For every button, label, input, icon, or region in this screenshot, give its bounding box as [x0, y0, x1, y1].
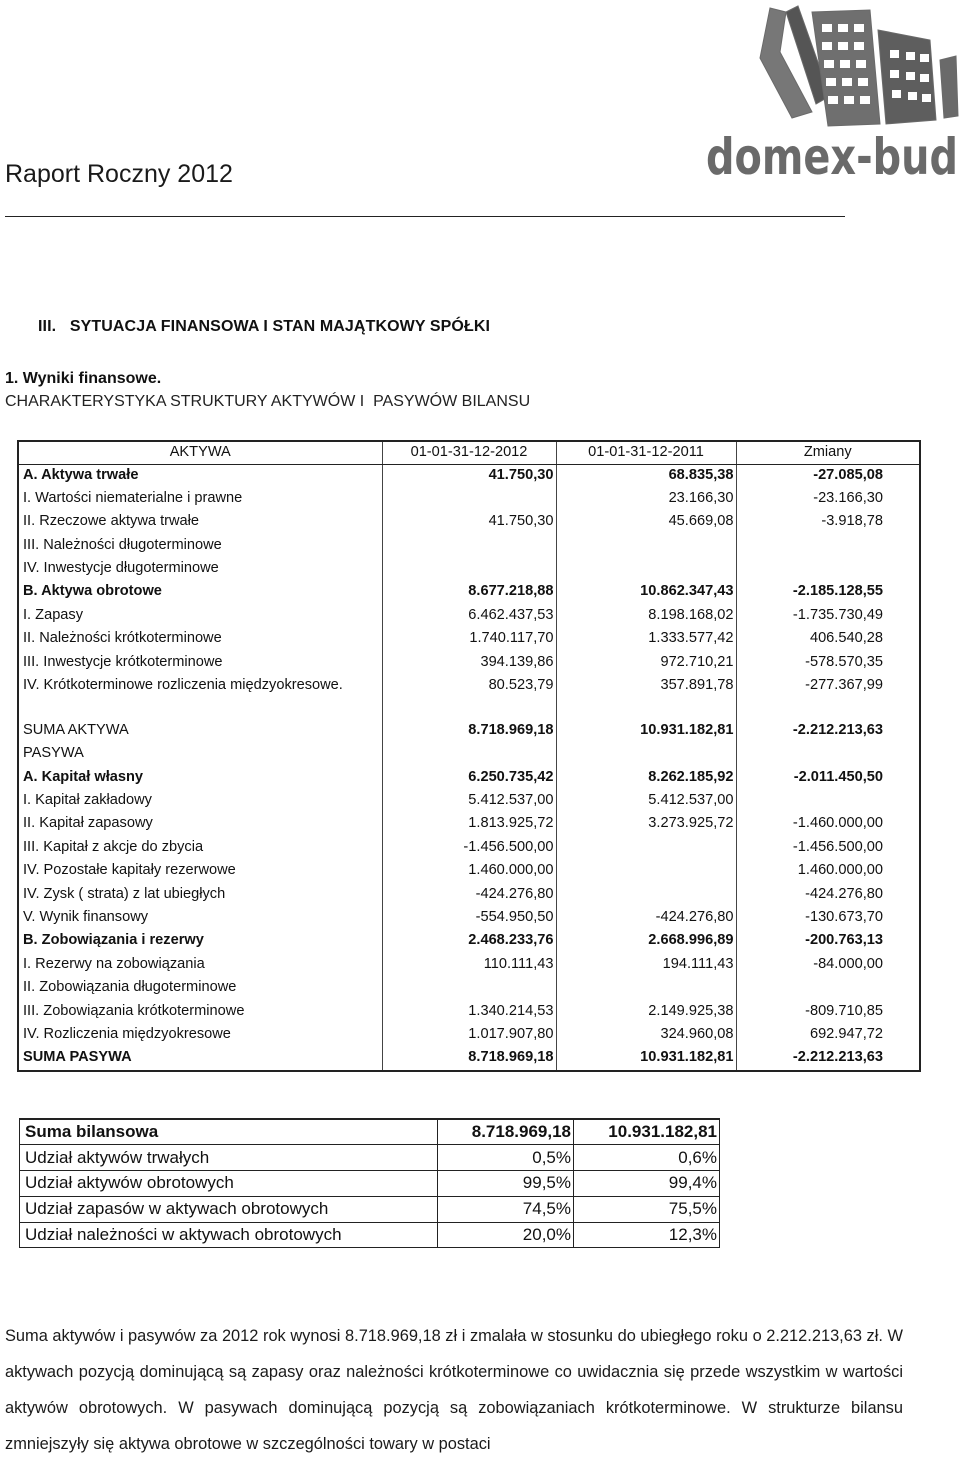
- value-2012: 41.750,30: [382, 464, 556, 487]
- column-header-zmiany: Zmiany: [736, 441, 920, 464]
- summary-label: Udział należności w aktywach obrotowych: [20, 1222, 438, 1248]
- value-2012: 1.740.117,70: [382, 628, 556, 651]
- report-title: Raport Roczny 2012: [5, 160, 233, 188]
- table-row: [18, 1024, 920, 1047]
- table-row: [18, 767, 920, 790]
- value-2011: 10.931.182,81: [556, 720, 736, 743]
- value-change: -809.710,85: [805, 1002, 883, 1019]
- table-row: [18, 535, 920, 558]
- value-change: [736, 977, 920, 1000]
- value-2011: 3.273.925,72: [556, 813, 736, 836]
- value-2012: 1.813.925,72: [382, 813, 556, 836]
- value-2012: 1.340.214,53: [382, 1001, 556, 1024]
- value-2012: 8.718.969,18: [382, 1047, 556, 1070]
- value-change: -84.000,00: [813, 955, 883, 972]
- value-change: 1.460.000,00: [797, 862, 883, 879]
- balance-sheet-table: [17, 440, 921, 1072]
- summary-value-2011: 0,6%: [574, 1145, 720, 1171]
- row-label: A. Kapitał własny: [18, 767, 382, 790]
- value-2012: 41.750,30: [382, 511, 556, 534]
- value-2011: [556, 558, 736, 581]
- value-2011: [556, 884, 736, 907]
- value-2012: [382, 535, 556, 558]
- row-label: SUMA AKTYWA: [18, 720, 382, 743]
- value-change: -2.212.213,63: [792, 1049, 883, 1066]
- table-row: [18, 1001, 920, 1024]
- value-2012: [382, 558, 556, 581]
- value-2011: 2.668.996,89: [556, 930, 736, 953]
- row-label: A. Aktywa trwałe: [18, 464, 382, 487]
- value-change: -1.456.500,00: [792, 838, 883, 855]
- row-label: III. Zobowiązania krótkoterminowe: [18, 1001, 382, 1024]
- column-header-aktywa: AKTYWA: [18, 441, 382, 464]
- row-label: II. Kapitał zapasowy: [18, 813, 382, 836]
- title-divider: [5, 216, 845, 217]
- value-change: 692.947,72: [809, 1025, 883, 1042]
- summary-table: [19, 1118, 720, 1248]
- row-label: IV. Krótkoterminowe rozliczenia międzyokresowe.: [18, 675, 382, 720]
- value-2012: 394.139,86: [382, 652, 556, 675]
- summary-row: [20, 1196, 720, 1222]
- subheading-balance-structure: CHARAKTERYSTYKA STRUKTURY AKTYWÓW I PASYWÓW BILANSU: [5, 393, 531, 410]
- value-2012: [382, 977, 556, 1000]
- value-2011: 2.149.925,38: [556, 1001, 736, 1024]
- column-header-2011: 01-01-31-12-2011: [556, 441, 736, 464]
- logo-text: domex-bud: [706, 128, 958, 180]
- row-label: III. Kapitał z akcje do zbycia: [18, 837, 382, 860]
- value-2011: 10.862.347,43: [556, 581, 736, 604]
- value-2011: -424.276,80: [556, 907, 736, 930]
- row-label: V. Wynik finansowy: [18, 907, 382, 930]
- table-row: [18, 954, 920, 977]
- summary-value-2011: 10.931.182,81: [574, 1119, 720, 1145]
- value-2011: 8.262.185,92: [556, 767, 736, 790]
- value-2011: [556, 535, 736, 558]
- table-row: [18, 907, 920, 930]
- table-row: [18, 884, 920, 907]
- row-label: IV. Pozostałe kapitały rezerwowe: [18, 860, 382, 883]
- value-2011: [556, 860, 736, 883]
- value-change: -130.673,70: [805, 909, 883, 926]
- summary-value-2011: 99,4%: [574, 1171, 720, 1197]
- value-change: [736, 535, 920, 558]
- value-change: -424.276,80: [805, 885, 883, 902]
- value-change: -1.735.730,49: [792, 606, 883, 623]
- value-2012: -1.456.500,00: [382, 837, 556, 860]
- value-2012: 8.677.218,88: [382, 581, 556, 604]
- value-2011: [556, 977, 736, 1000]
- table-row: [18, 860, 920, 883]
- value-change: -2.185.128,55: [792, 583, 883, 600]
- value-change: -23.166,30: [813, 489, 883, 506]
- row-label: I. Kapitał zakładowy: [18, 790, 382, 813]
- row-label: IV. Zysk ( strata) z lat ubiegłych: [18, 884, 382, 907]
- row-label: III. Należności długoterminowe: [18, 535, 382, 558]
- value-2012: [382, 743, 556, 766]
- table-row: [18, 488, 920, 511]
- value-2012: 1.017.907,80: [382, 1024, 556, 1047]
- table-row: [18, 837, 920, 860]
- value-2011: 45.669,08: [556, 511, 736, 534]
- row-label: III. Inwestycje krótkoterminowe: [18, 652, 382, 675]
- value-change: -3.918,78: [821, 513, 883, 530]
- table-row: [18, 605, 920, 628]
- row-label: B. Zobowiązania i rezerwy: [18, 930, 382, 953]
- row-label: II. Rzeczowe aktywa trwałe: [18, 511, 382, 534]
- value-change: -27.085,08: [813, 466, 883, 483]
- row-label: B. Aktywa obrotowe: [18, 581, 382, 604]
- table-row: [18, 628, 920, 651]
- table-row: [18, 581, 920, 604]
- table-row: [18, 930, 920, 953]
- value-2012: 6.462.437,53: [382, 605, 556, 628]
- value-2011: 8.198.168,02: [556, 605, 736, 628]
- row-label: II. Zobowiązania długoterminowe: [18, 977, 382, 1000]
- value-2011: 194.111,43: [556, 954, 736, 977]
- value-2012: 110.111,43: [382, 954, 556, 977]
- summary-value-2012: 74,5%: [438, 1196, 574, 1222]
- table-row: [18, 652, 920, 675]
- value-2011: [556, 837, 736, 860]
- summary-row: [20, 1222, 720, 1248]
- value-2012: 8.718.969,18: [382, 720, 556, 743]
- subheading-financial-results: 1. Wyniki finansowe.: [5, 370, 162, 387]
- row-label: IV. Inwestycje długoterminowe: [18, 558, 382, 581]
- row-label: I. Wartości niematerialne i prawne: [18, 488, 382, 511]
- value-change: [736, 558, 920, 581]
- value-2012: 80.523,79: [382, 675, 556, 720]
- table-row: [18, 511, 920, 534]
- table-row: [18, 720, 920, 743]
- table-row: [18, 1047, 920, 1070]
- table-row: [18, 743, 920, 766]
- summary-row: [20, 1119, 720, 1145]
- value-2012: -554.950,50: [382, 907, 556, 930]
- company-logo: [700, 0, 960, 180]
- table-row: [18, 813, 920, 836]
- value-2011: 357.891,78: [556, 675, 736, 720]
- row-label: II. Należności krótkoterminowe: [18, 628, 382, 651]
- value-2011: 10.931.182,81: [556, 1047, 736, 1070]
- section-heading: III. SYTUACJA FINANSOWA I STAN MAJĄTKOWY SPÓŁKI: [38, 318, 491, 335]
- value-2011: 972.710,21: [556, 652, 736, 675]
- value-change: -200.763,13: [805, 932, 883, 949]
- summary-value-2012: 0,5%: [438, 1145, 574, 1171]
- table-row: [18, 790, 920, 813]
- value-change: [736, 743, 920, 766]
- value-change: -578.570,35: [805, 653, 883, 670]
- table-header-row: [18, 441, 920, 464]
- row-label: SUMA PASYWA: [18, 1047, 382, 1070]
- value-2012: -424.276,80: [382, 884, 556, 907]
- value-change: -2.011.450,50: [793, 768, 883, 785]
- summary-row: [20, 1171, 720, 1197]
- summary-value-2012: 8.718.969,18: [438, 1119, 574, 1145]
- value-2012: [382, 488, 556, 511]
- row-label: IV. Rozliczenia międzyokresowe: [18, 1024, 382, 1047]
- value-2011: 324.960,08: [556, 1024, 736, 1047]
- summary-label: Udział aktywów trwałych: [20, 1145, 438, 1171]
- summary-label: Udział aktywów obrotowych: [20, 1171, 438, 1197]
- table-row: [18, 464, 920, 487]
- value-2011: 23.166,30: [556, 488, 736, 511]
- table-row: [18, 675, 920, 720]
- value-2011: 5.412.537,00: [556, 790, 736, 813]
- value-change: -1.460.000,00: [792, 815, 883, 832]
- value-change: -277.367,99: [805, 676, 883, 693]
- table-row: [18, 558, 920, 581]
- summary-row: [20, 1145, 720, 1171]
- value-2012: 5.412.537,00: [382, 790, 556, 813]
- value-change: 406.540,28: [809, 630, 883, 647]
- table-row: [18, 977, 920, 1000]
- summary-value-2011: 75,5%: [574, 1196, 720, 1222]
- summary-label: Udział zapasów w aktywach obrotowych: [20, 1196, 438, 1222]
- row-label: PASYWA: [18, 743, 382, 766]
- value-2012: 1.460.000,00: [382, 860, 556, 883]
- buildings-icon: [700, 0, 960, 180]
- value-2012: 2.468.233,76: [382, 930, 556, 953]
- value-2012: 6.250.735,42: [382, 767, 556, 790]
- column-header-2012: 01-01-31-12-2012: [382, 441, 556, 464]
- value-2011: [556, 743, 736, 766]
- summary-value-2011: 12,3%: [574, 1222, 720, 1248]
- value-2011: 1.333.577,42: [556, 628, 736, 651]
- row-label: I. Zapasy: [18, 605, 382, 628]
- summary-value-2012: 99,5%: [438, 1171, 574, 1197]
- summary-paragraph: Suma aktywów i pasywów za 2012 rok wynosi 8.718.969,18 zł i zmalała w stosunku do ubiegłego roku o 2.212.213,63 zł. W aktywach pozycją dominującą są zapasy oraz należności krótkoterminowe co uwidacznia się przede wszystkim w wartości aktywów obrotowych. W pasywach dominującą pozycją są zobowiązaniach krótkoterminowe. W strukturze bilansu zmniejszyły się aktywa obrotowe w szczególności towary w postaci: [5, 1327, 903, 1453]
- summary-label: Suma bilansowa: [20, 1119, 438, 1145]
- value-2011: 68.835,38: [556, 464, 736, 487]
- value-change: [736, 790, 920, 813]
- value-change: -2.212.213,63: [792, 721, 883, 738]
- row-label: I. Rezerwy na zobowiązania: [18, 954, 382, 977]
- summary-value-2012: 20,0%: [438, 1222, 574, 1248]
